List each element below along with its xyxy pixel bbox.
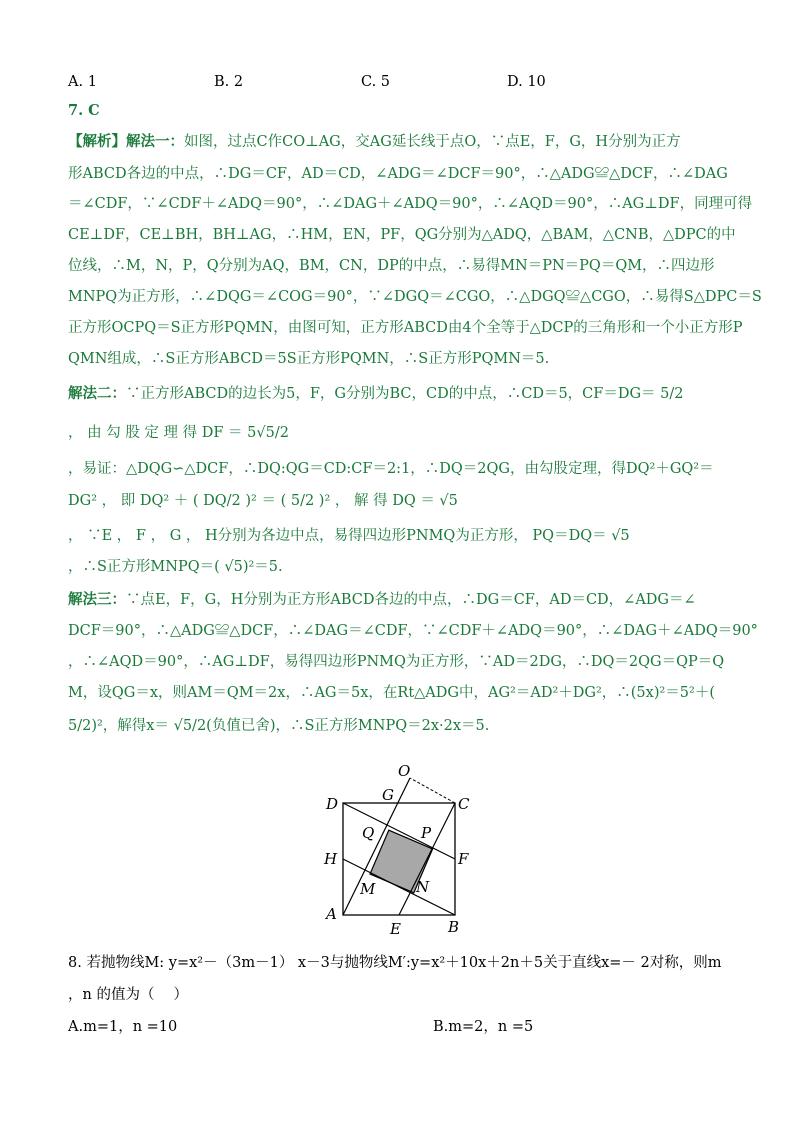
label-h: H [324,850,338,868]
method1-line-1 [68,132,681,152]
method1-line-4: CE⊥DF，CE⊥BH，BH⊥AG，∴HM，EN，PF，QG分别为△ADQ，△BAM，△CNB，△DPC的中 [68,227,736,243]
question-8-line-1: 8. 若抛物线M: y=x²－（3m－1） x－3与抛物线M′:y=x²＋10x＋2n＋5关于直线x=－ 2对称，则m [68,955,722,971]
method1-line-8: QMN组成，∴S正方形ABCD＝5S正方形PQMN，∴S正方形PQMN＝5. [68,351,550,367]
label-e: E [390,920,401,936]
option-c: C. 5 [361,74,391,90]
option-b: B. 2 [214,74,244,90]
label-q: Q [362,824,375,842]
method1-line-2: 形ABCD各边的中点，∴DG＝CF，AD＝CD，∠ADG＝∠DCF＝90°，∴△ADG≌△DCF，∴∠DAG [68,166,728,182]
method2-line-4: DG² ， 即 DQ² ＋ ( DQ/2 )² ＝ ( 5/2 )² ， 解 得 DQ ＝ √5 [68,493,458,509]
option-a: A. 1 [68,74,97,90]
method1-text-1: 如图，过点C作CO⊥AG，交AG延长线于点O，∵点E，F，G，H分别为正方 [184,134,681,150]
q8-option-b: B.m=2，n =5 [433,1019,534,1035]
method1-line-5: 位线，∴M，N，P，Q分别为AQ，BM，CN，DP的中点，∴易得MN＝PN＝PQ＝QM，∴四边形 [68,258,715,274]
method3-line-5: 5/2)²，解得x＝ √5/2(负值已舍)，∴S正方形MNPQ＝2x·2x＝5. [68,718,490,734]
method3-label: 解法三： [68,591,126,608]
label-a: A [326,905,337,923]
option-d: D. 10 [507,74,546,90]
label-f: F [458,850,469,868]
method3-text-1: ∵点E，F，G，H分别为正方形ABCD各边的中点，∴DG＝CF，AD＝CD，∠ADG＝∠ [126,592,696,608]
method1-line-7: 正方形OCPQ＝S正方形PQMN，由图可知，正方形ABCD由4个全等于△DCP的三角形和一个小正方形P [68,320,743,336]
method2-line-1 [68,384,683,404]
method2-line-6: ，∴S正方形MNPQ＝( √5)²＝5. [68,559,283,575]
q8-option-a: A.m=1，n =10 [68,1019,178,1035]
method2-text-1: ∵正方形ABCD的边长为5，F，G分别为BC，CD的中点，∴CD＝5，CF＝DG＝ 5/2 [126,386,684,402]
question-8-line-2: ，n 的值为（ ） [68,987,189,1003]
method1-line-6: MNPQ为正方形，∴∠DQG＝∠COG＝90°，∵∠DGQ＝∠CGO，∴△DGQ≌△CGO，∴易得S△DPC＝S [68,289,762,305]
method2-label: 解法二： [68,385,126,402]
label-b: B [448,918,460,936]
method2-line-3: ，易证：△DQG∽△DCF，∴DQ:QG＝CD:CF＝2:1，∴DQ＝2QG，由勾股定理，得DQ²＋GQ²＝ [68,461,714,477]
method1-line-3: ＝∠CDF，∵∠CDF＋∠ADQ＝90°，∴∠DAG＋∠ADQ＝90°，∴∠AQD＝90°，∴AG⊥DF，同理可得 [68,196,753,212]
method2-line-2: ， 由 勾 股 定 理 得 DF ＝ 5√5/2 [68,425,289,441]
method3-line-3: ，∴∠AQD＝90°，∴AG⊥DF，易得四边形PNMQ为正方形，∵AD＝2DG，∴DQ＝2QG＝QP＝Q [68,654,725,670]
label-n: N [416,878,430,896]
label-d: D [326,795,339,813]
method3-line-1 [68,590,696,610]
label-c: C [458,795,470,813]
method1-label: 【解析】解法一： [68,133,184,150]
method3-line-4: M，设QG＝x，则AM＝QM＝2x，∴AG＝5x，在Rt△ADG中，AG²＝AD²＋DG²，∴(5x)²＝5²＋( [68,685,716,701]
label-o: O [398,764,411,780]
label-m: M [360,880,376,898]
geometry-figure [318,764,478,936]
method2-line-5: ， ∵E ， F ， G ， H分别为各边中点，易得四边形PNMQ为正方形， PQ＝DQ＝ √5 [68,528,630,544]
label-g: G [382,786,394,804]
answer-heading: 7. C [68,102,100,119]
method3-line-2: DCF＝90°，∴△ADG≌△DCF，∴∠DAG＝∠CDF，∵∠CDF＋∠ADQ＝90°，∴∠DAG＋∠ADQ＝90° [68,623,758,639]
dashed-line-co [410,778,455,803]
label-p: P [421,824,432,842]
